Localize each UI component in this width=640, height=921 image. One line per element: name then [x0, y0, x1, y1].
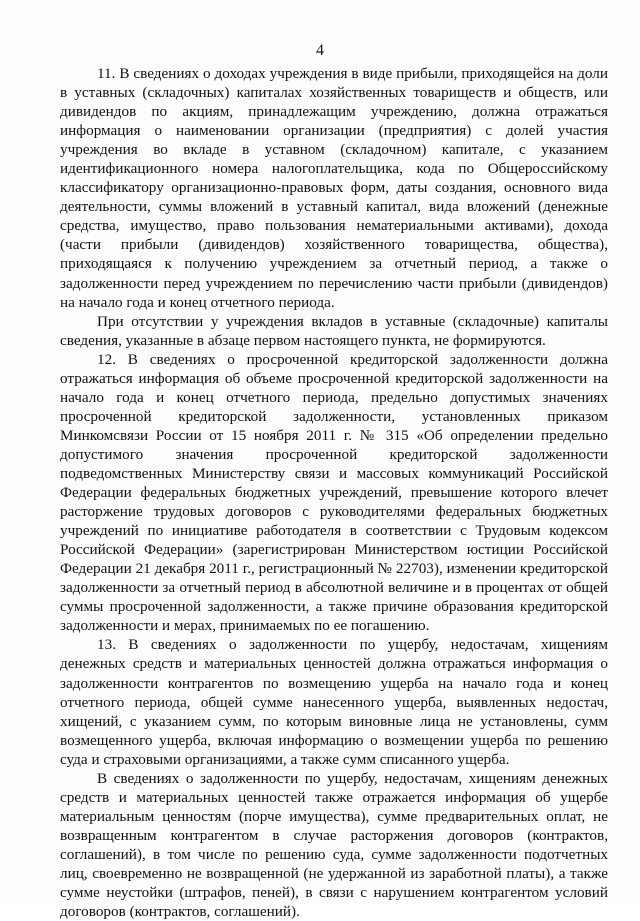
paragraph-12: 12. В сведениях о просроченной кредиторской задолженности должна отражаться информация об объеме просроченной кредиторской задолженности на начало года и конец отчетного периода, предельно допустимых значениях просроченной кредиторской задолженности, установленных приказом Минкомсвязи России от 15 ноября 2011 г. № 315 «Об определении предельно допустимого значения просроченной кредиторской задолженности подведомственных Министерству связи и массовых коммуникаций Российской Федерации федеральных бюджетных учреждений, превышение которого влечет расторжение трудовых договоров с руководителями федеральных бюджетных учреждений по инициативе работодателя в соответствии с Трудовым кодексом Российской Федерации» (зарегистрирован Министерством юстиции Российской Федерации 21 декабря 2011 г., регистрационный № 22703), изменении кредиторской задолженности за отчетный период в абсолютной величине и в процентах от общей суммы просроченной задолженности, а также причине образования кредиторской задолженности и мерах, принимаемых по ее погашению. [60, 350, 608, 635]
paragraph-11-note: При отсутствии у учреждения вкладов в уставные (складочные) капиталы сведения, указанные в абзаце первом настоящего пункта, не формируются. [60, 312, 608, 349]
document-body [60, 64, 608, 921]
paragraph-11: 11. В сведениях о доходах учреждения в виде прибыли, приходящейся на доли в уставных (складочных) капиталах хозяйственных товариществ и обществ, или дивидендов по акциям, принадлежащим учреждению, должна отражаться информация о наименовании организации (предприятия) с долей участия учреждения во вкладе в уставном (складочном) капитале, с указанием идентификационного номера налогоплательщика, кода по Общероссийскому классификатору организационно-правовых форм, даты создания, основного вида деятельности, суммы вложений в уставный капитал, вида вложений (денежные средства, имущество, право пользования нематериальными активами), дохода (части прибыли (дивидендов) хозяйственного товарищества, общества), приходящаяся к получению учреждением за отчетный период, а также о задолженности перед учреждением по перечислению части прибыли (дивидендов) на начало года и конец отчетного периода. [60, 65, 608, 311]
page-number: 4 [316, 42, 324, 59]
paragraph-13-continued: В сведениях о задолженности по ущербу, недостачам, хищениям денежных средств и материальных ценностей также отражается информация об ущербе материальным ценностям (порче имущества), сумме предварительных оплат, не возвращенным контрагентом в случае расторжения договоров (контрактов, соглашений), в том числе по решению суда, сумме задолженности подотчетных лиц, своевременно не возвращенной (не удержанной из заработной платы), а также сумме неустойки (штрафов, пеней), в связи с нарушением контрагентом условий договоров (контрактов, соглашений). [60, 769, 608, 921]
paragraph-13: 13. В сведениях о задолженности по ущербу, недостачам, хищениям денежных средств и материальных ценностей должна отражаться информация о задолженности контрагентов по возмещению ущерба на начало года и конец отчетного периода, общей сумме нанесенного ущерба, выявленных недостач, хищений, с указанием сумм, по которым виновные лица не установлены, сумм возмещенного ущерба, включая информацию о возмещении ущерба по решению суда и страховыми организациями, а также сумм списанного ущерба. [60, 636, 608, 768]
